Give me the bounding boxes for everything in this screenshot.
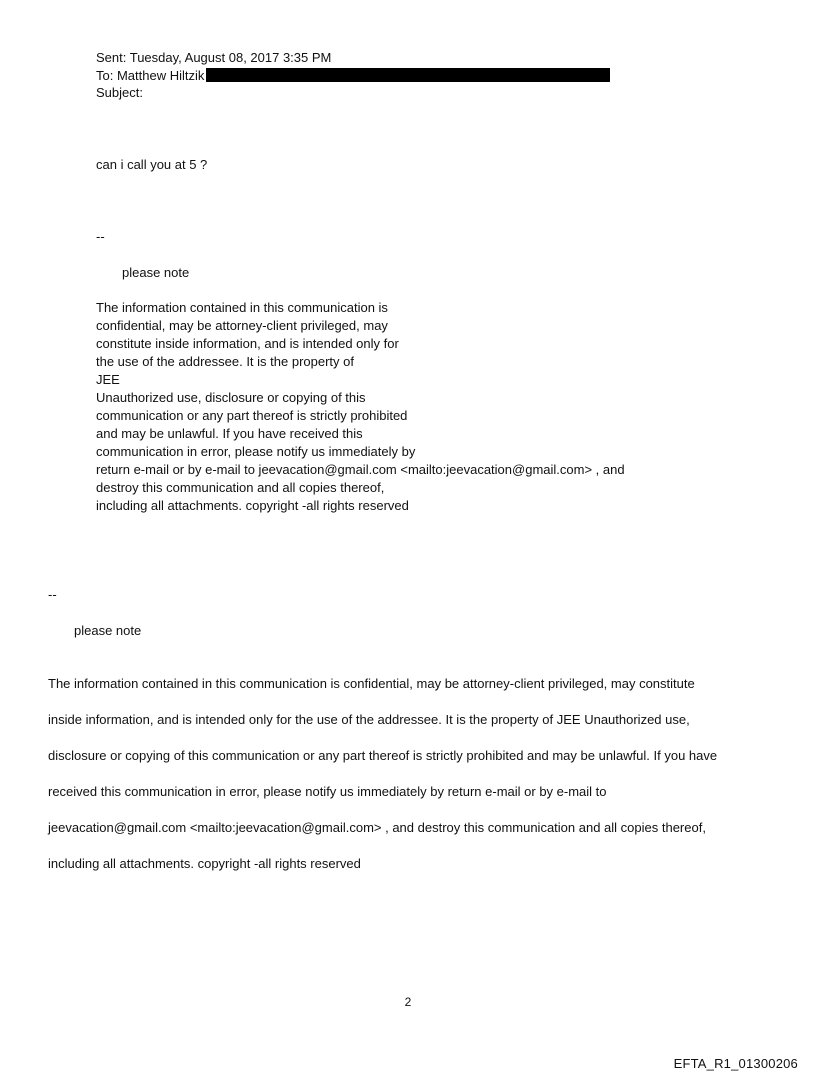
- disclaimer-line: jeevacation@gmail.com <mailto:jeevacation@gmail.com> , and destroy this communication and all copies thereof,: [48, 820, 706, 835]
- page-number: 2: [404, 995, 412, 1009]
- disclaimer-line: communication or any part thereof is strictly prohibited: [96, 408, 408, 423]
- disclaimer-line: and may be unlawful. If you have received this: [96, 426, 363, 441]
- sent-line: Sent: Tuesday, August 08, 2017 3:35 PM: [96, 50, 332, 65]
- to-label: To: Matthew Hiltzik: [96, 67, 205, 83]
- please-note-heading: please note: [122, 265, 190, 280]
- disclaimer-line: the use of the addressee. It is the property of: [96, 354, 354, 369]
- signature-separator-2: --: [48, 587, 57, 602]
- disclaimer-line: communication in error, please notify us immediately by: [96, 444, 416, 459]
- disclaimer-line: confidential, may be attorney-client privileged, may: [96, 318, 388, 333]
- please-note-heading-2: please note: [74, 623, 142, 638]
- disclaimer-line: including all attachments. copyright -all rights reserved: [48, 856, 361, 871]
- disclaimer-line: inside information, and is intended only for the use of the addressee. It is the property of JEE Unauthorized use,: [48, 712, 690, 727]
- disclaimer-line: including all attachments. copyright -all rights reserved: [96, 498, 409, 513]
- disclaimer-wide: [48, 657, 768, 891]
- disclaimer-narrow: [96, 299, 676, 515]
- disclaimer-line: received this communication in error, please notify us immediately by return e-mail or by e-mail to: [48, 784, 607, 799]
- redaction-bar: [206, 68, 610, 82]
- disclaimer-line: constitute inside information, and is intended only for: [96, 336, 399, 351]
- to-line: [96, 67, 610, 85]
- disclaimer-line: The information contained in this communication is confidential, may be attorney-client privileged, may constitute: [48, 676, 695, 691]
- disclaimer-line: The information contained in this communication is: [96, 300, 388, 315]
- subject-line: Subject:: [96, 85, 143, 100]
- disclaimer-line: disclosure or copying of this communication or any part thereof is strictly prohibited and may be unlawful. If you have: [48, 748, 718, 763]
- disclaimer-line: Unauthorized use, disclosure or copying of this: [96, 390, 366, 405]
- email-message: can i call you at 5 ?: [96, 157, 208, 172]
- signature-separator: --: [96, 229, 105, 244]
- disclaimer-line: destroy this communication and all copies thereof,: [96, 480, 385, 495]
- disclaimer-line: return e-mail or by e-mail to jeevacation@gmail.com <mailto:jeevacation@gmail.com> , and: [96, 462, 625, 477]
- bates-number: EFTA_R1_01300206: [673, 1056, 798, 1071]
- email-header: [96, 49, 610, 102]
- disclaimer-line: JEE: [96, 372, 120, 387]
